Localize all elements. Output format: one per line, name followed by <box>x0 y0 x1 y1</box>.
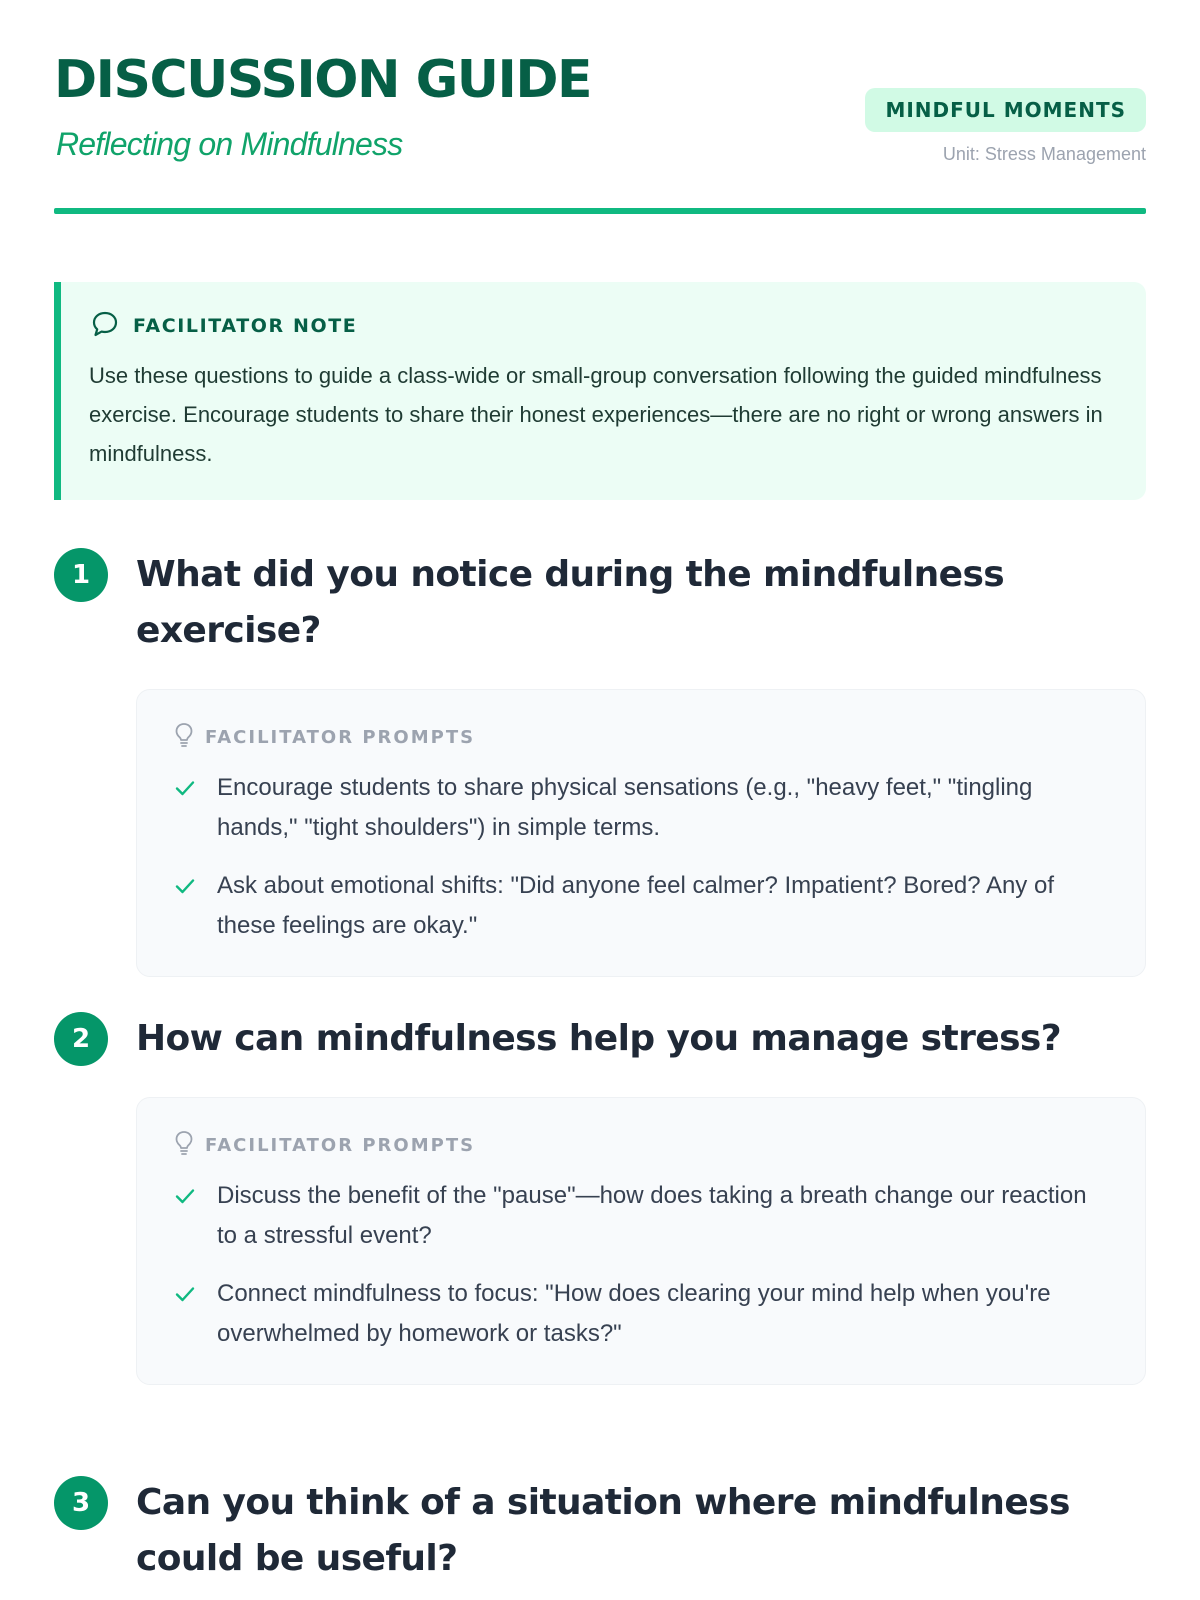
prompt-text: Discuss the benefit of the "pause"—how does taking a breath change our reaction to a stressful event? <box>217 1182 1087 1249</box>
chat-bubble-icon <box>89 308 121 344</box>
question-number: 3 <box>54 1476 108 1530</box>
unit-label: Unit: Stress Management <box>942 144 1146 164</box>
facilitator-prompts-header <box>173 724 1105 750</box>
question-number: 2 <box>54 1012 108 1066</box>
prompt-item <box>173 1176 1105 1256</box>
lightbulb-icon <box>173 1130 195 1160</box>
check-icon <box>173 866 197 906</box>
facilitator-note <box>54 282 1146 500</box>
question-number: 1 <box>54 548 108 602</box>
prompt-item <box>173 1274 1105 1354</box>
facilitator-prompts-title: FACILITATOR PROMPTS <box>205 726 476 748</box>
prompt-text: Connect mindfulness to focus: "How does clearing your mind help when you're overwhelmed by homework or tasks?" <box>217 1280 1051 1347</box>
question-text: Can you think of a situation where mindfulness could be useful? <box>136 1482 1070 1579</box>
page-title: DISCUSSION GUIDE <box>54 50 592 110</box>
facilitator-note-header <box>89 310 1106 342</box>
question-text: What did you notice during the mindfulness exercise? <box>136 554 1005 651</box>
check-icon <box>173 768 197 808</box>
question-1 <box>54 548 1146 977</box>
facilitator-note-body: Use these questions to guide a class-wide or small-group conversation following the guided mindfulness exercise. Encourage students to share their honest experiences—there are no right or wrong answers in mindfulness. <box>89 363 1103 466</box>
facilitator-note-title: FACILITATOR NOTE <box>133 315 358 337</box>
check-icon <box>173 1274 197 1314</box>
header <box>54 0 1146 216</box>
prompt-item <box>173 768 1105 848</box>
facilitator-prompts <box>136 689 1146 977</box>
prompt-text: Ask about emotional shifts: "Did anyone feel calmer? Impatient? Bored? Any of these feelings are okay." <box>217 872 1054 939</box>
facilitator-prompts-title: FACILITATOR PROMPTS <box>205 1134 476 1156</box>
program-badge: MINDFUL MOMENTS <box>865 88 1146 132</box>
facilitator-prompts-header <box>173 1132 1105 1158</box>
question-text: How can mindfulness help you manage stress? <box>136 1018 1062 1059</box>
question-2 <box>54 1012 1146 1385</box>
question-3 <box>54 1476 1146 1587</box>
header-divider <box>54 208 1146 214</box>
check-icon <box>173 1176 197 1216</box>
facilitator-prompts <box>136 1097 1146 1385</box>
lightbulb-icon <box>173 722 195 752</box>
prompt-item <box>173 866 1105 946</box>
prompt-text: Encourage students to share physical sensations (e.g., "heavy feet," "tingling hands," "tight shoulders") in simple terms. <box>217 774 1033 841</box>
page-subtitle: Reflecting on Mindfulness <box>56 126 403 162</box>
